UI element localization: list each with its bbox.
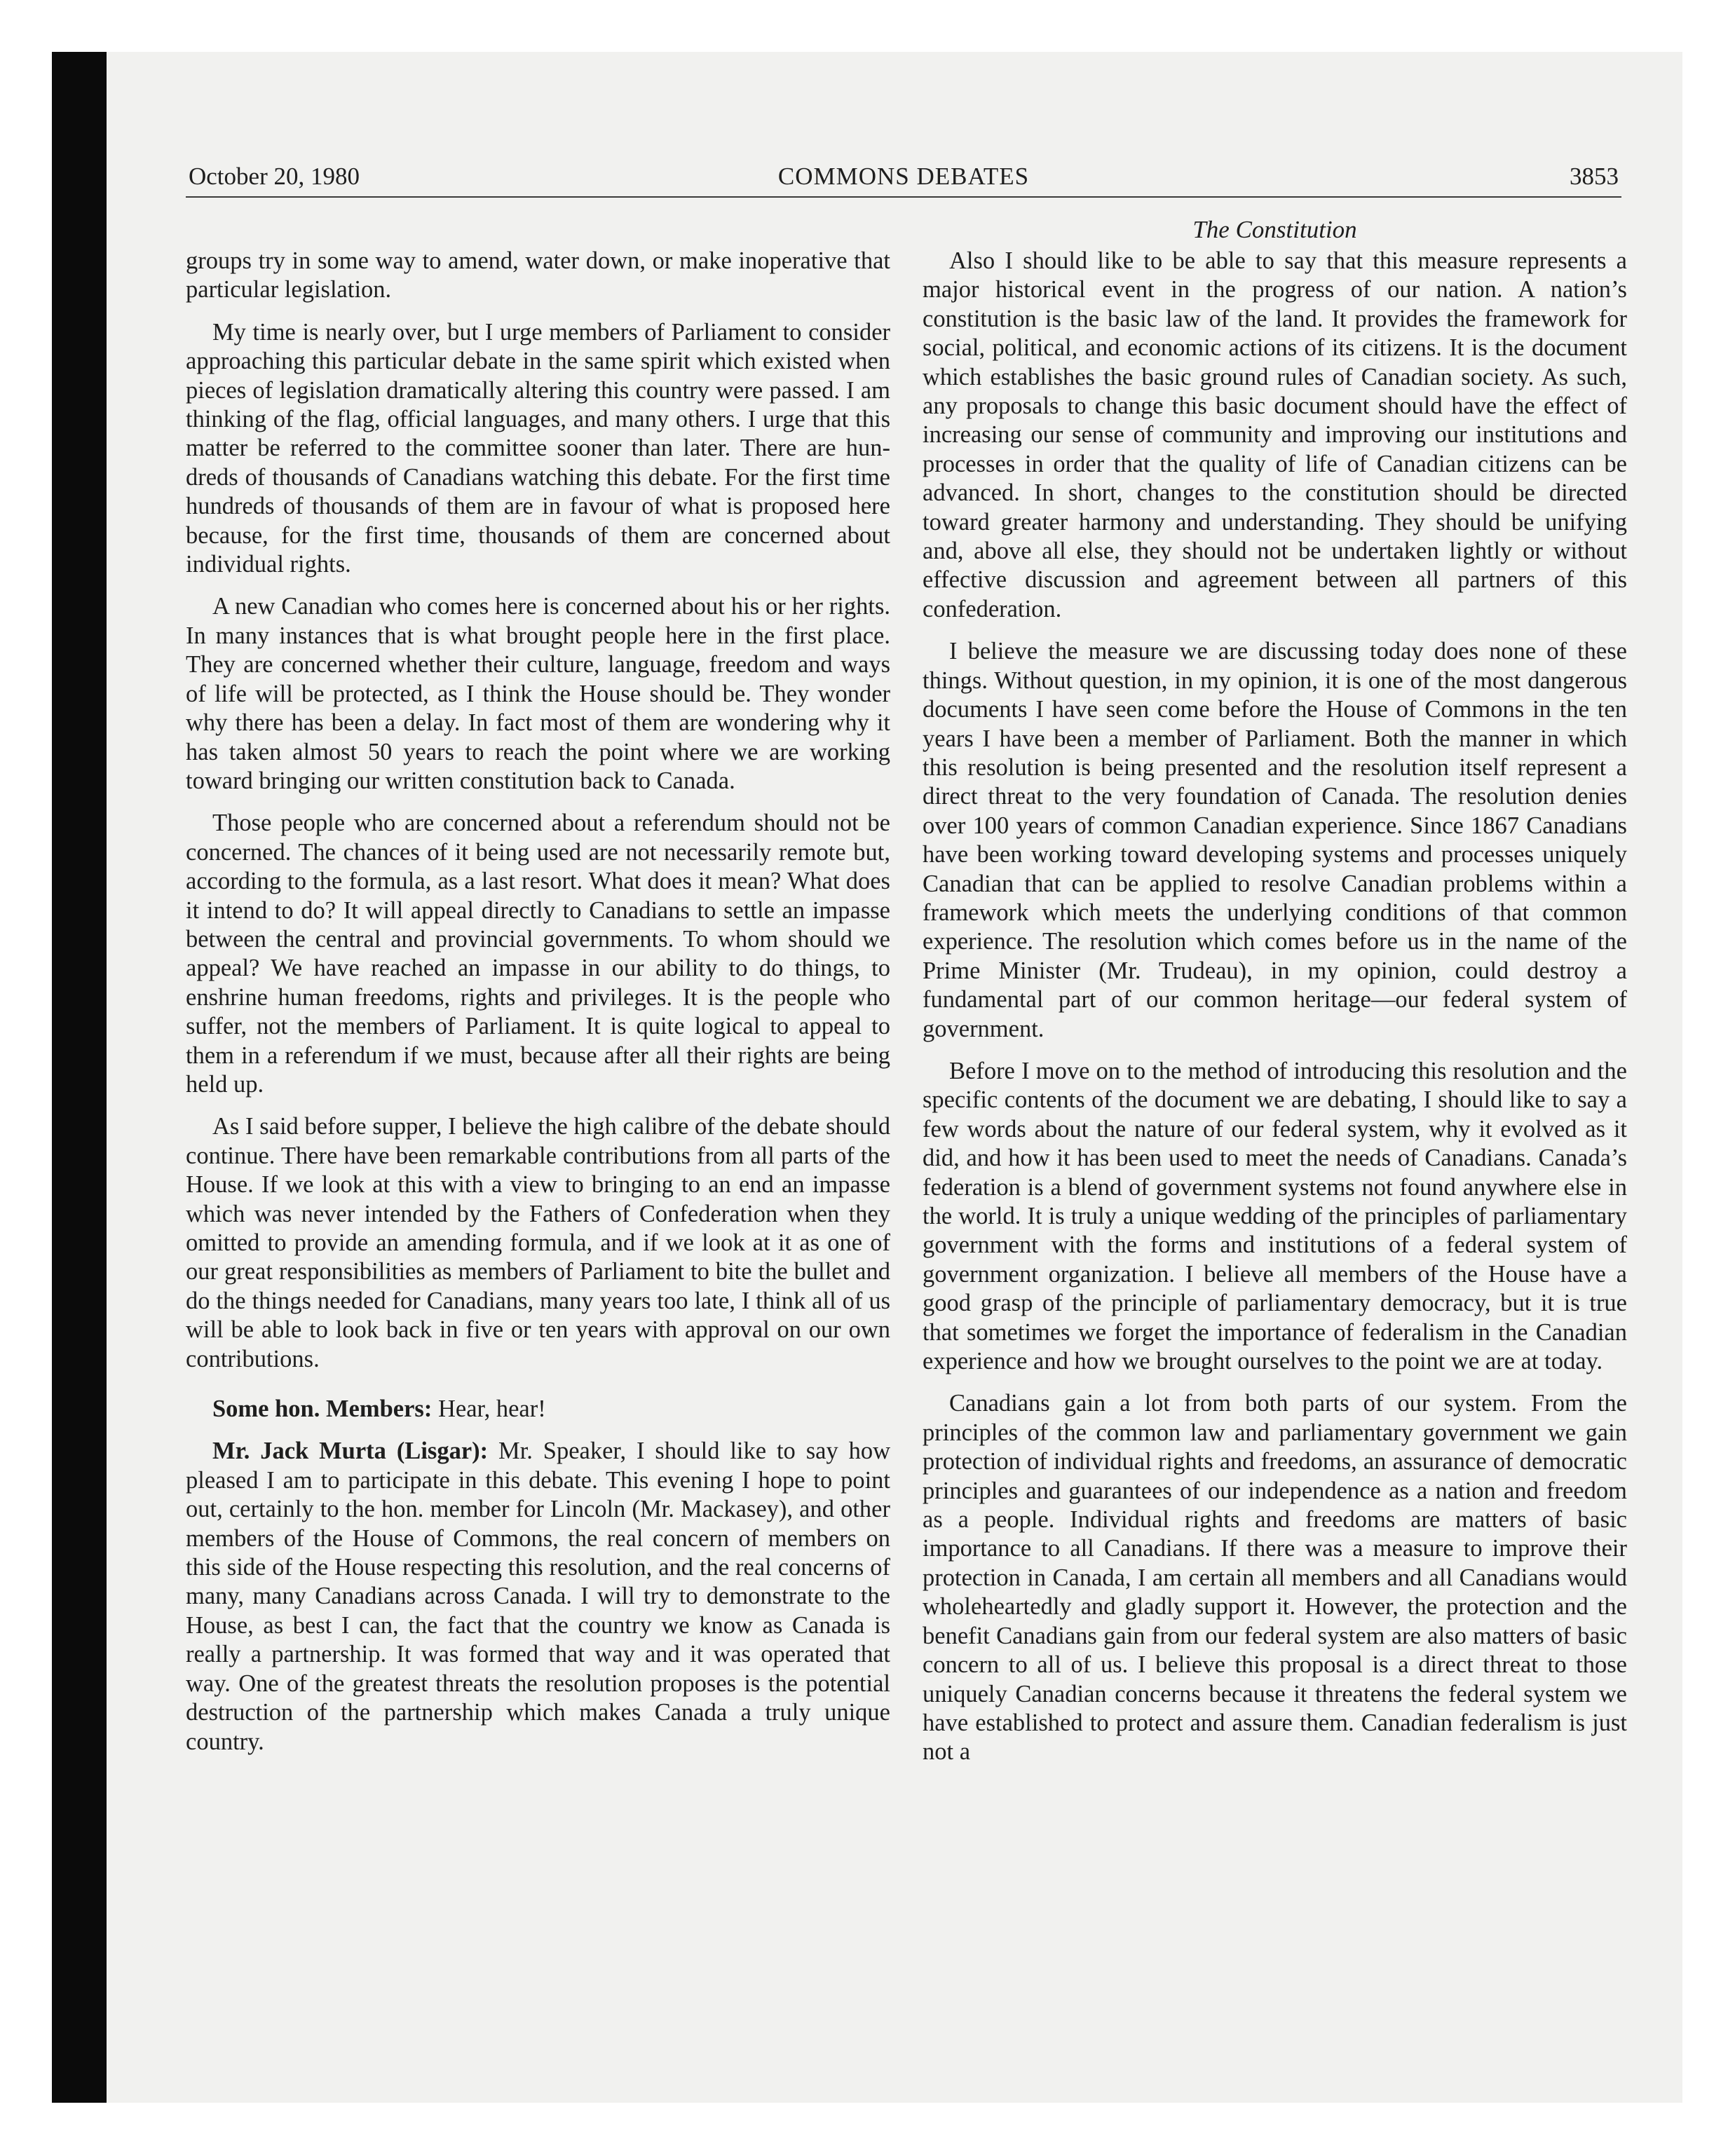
paragraph: My time is nearly over, but I urge members of Parliament to consider approaching this particular debate in the same spirit which existed when pieces of legislation dramatically altering this country were passed. I am thinking of the flag, official languages, and many others. I urge that this matter be referred to the committee sooner than later. There are hundreds of thousands of Canadians watching this debate. For the first time hundreds of thousands of them are in favour of what is proposed here because, for the first time, thousands of them are concerned about individual rights.: [186, 318, 890, 578]
speaker-name: Some hon. Members:: [212, 1396, 433, 1423]
header-page-number: 3853: [1570, 163, 1619, 190]
paragraph: As I said before supper, I believe the high calibre of the debate should continue. There have been remarkable contributions from all parts of the House. If we look at this with a view to bringing to an end an impasse which was never intended by the Fathers of Confederation when they omitted to provide an amending formula, and if we look at it as one of our great responsibilities as members of Parliament to bite the bullet and do the things needed for Canadians, many years too late, I think all of us will be able to look back in five or ten years with approval on our own contributions.: [186, 1113, 890, 1372]
right-column: [923, 247, 1627, 1780]
section-title: The Constitution: [1192, 216, 1357, 243]
paragraph: Before I move on to the method of introducing this resolution and the specific contents of the document we are debating, I should like to say a few words about the nature of our federal system, why it evolved as it did, and how it has been used to meet the needs of Canadians. Canada’s federation is a blend of government systems not found anywhere else in the world. It is truly a unique wedding of the principles of parliamentary government with the forms and institutions of a federal system of government organization. I believe all members of the House have a good grasp of the principle of parliamentary democracy, but it is true that sometimes we forget the importance of federalism in the Canadian experience and how we brought ourselves to the point we are at today.: [923, 1057, 1627, 1375]
paragraph: A new Canadian who comes here is concerned about his or her rights. In many instances that is what brought people here in the first place. They are concerned whether their culture, language, freedom and ways of life will be protected, as I think the House should be. They wonder why there has been a delay. In fact most of them are wondering why it has taken almost 50 years to reach the point where we are working toward bringing our written constitution back to Canada.: [186, 593, 890, 794]
speech: [186, 1437, 890, 1756]
paragraph: Canadians gain a lot from both parts of our system. From the principles of the common law and parliamentary government we gain protection of individual rights and freedoms, an assurance of democratic principles and guarantees of our independence as a nation and freedom as a people. Individual rights and freedoms are matters of basic importance to all Canadians. If there was a measure to improve their protection in Canada, I am certain all members and all Canadians would wholeheartedly and gladly support it. However, the protection and the benefit Canadians gain from our federal system are also matters of basic concern to all of us. I believe this proposal is a direct threat to those uniquely Canadian concerns because it threatens the federal system we have established to protect and assure them. Canadian federalism is just not a: [923, 1390, 1627, 1766]
paragraph: Those people who are concerned about a referendum should not be concerned. The chances of it being used are not necessarily remote but, according to the formula, as a last resort. What does it mean? What does it intend to do? It will appeal directly to Canadians to settle an impasse between the central and provincial governments. To whom should we appeal? We have reached an impasse in our ability to do things, to enshrine human freedoms, rights and privileges. It is the people who suffer, not the members of Parliament. It is quite logical to appeal to them in a referendum if we must, because after all their rights are being held up.: [186, 810, 890, 1098]
speech-text: Mr. Speaker, I should like to say how pleased I am to participate in this debate. This evening I hope to point out, certainly to the hon. member for Lincoln (Mr. Mackasey), and other members of the House of Commons, the real concern of members on this side of the House respecting this resolution, and the real concerns of many, many Canadians across Canada. I will try to demonstrate to the House, as best I can, the fact that the country we know as Canada is really a partnership. It was formed that way and it was operated that way. One of the greatest threats the resolution proposes is the potential destruction of the partnership which makes Canada a truly unique country.: [186, 1438, 891, 1755]
header-publication-title: COMMONS DEBATES: [777, 163, 1030, 190]
page-header: [186, 160, 1621, 198]
left-column: [186, 247, 890, 1770]
speaker-name: Mr. Jack Murta (Lisgar):: [212, 1438, 489, 1465]
speech-text: Hear, hear!: [432, 1396, 546, 1423]
interjection: [186, 1395, 890, 1424]
paragraph: Also I should like to be able to say that this measure represents a major historical event in the progress of our nation. A nation’s constitution is the basic law of the land. It provides the framework for social, political, and economic actions of its citizens. It is the document which establishes the basic ground rules of Canadian society. As such, any proposals to change this basic document should have the effect of increasing our sense of community and improving our institutions and processes in order that the quality of life of Canadian citizens can be advanced. In short, changes to the constitution should be directed toward greater harmony and understanding. They should be unifying and, above all else, they should not be undertaken lightly or without effective discussion and agreement between all partners of this confederation.: [923, 247, 1627, 622]
paragraph: groups try in some way to amend, water down, or make inoperative that particular legislation.: [186, 247, 890, 303]
scan-binding-edge: [52, 52, 107, 2103]
header-date: October 20, 1980: [189, 163, 360, 190]
paragraph: I believe the measure we are discussing today does none of these things. Without question, in my opinion, it is one of the most dangerous documents I have seen come before the House of Commons in the ten years I have been a member of Parliament. Both the manner in which this resolution is being presented and the resolution itself represent a direct threat to the very foundation of Canada. The resolution denies over 100 years of common Canadian experience. Since 1867 Canadians have been working toward developing systems and processes uniquely Canadian that can be applied to resolve Canadian problems within a framework which meets the underlying conditions of that common experience. The resolution which comes before us in the name of the Prime Minister (Mr. Trudeau), in my opinion, could destroy a fundamental part of our common heritage—our federal system of government.: [923, 638, 1627, 1042]
